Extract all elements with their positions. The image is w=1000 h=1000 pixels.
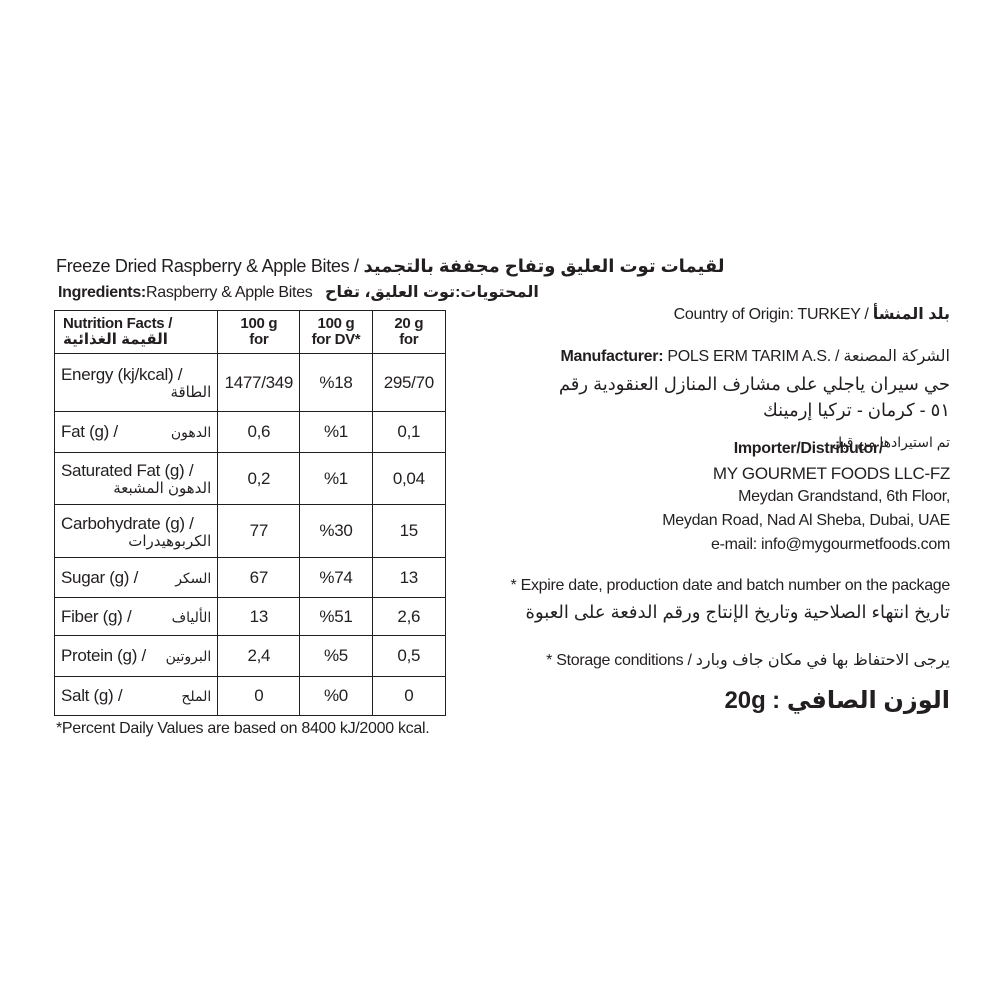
manufacturer: Manufacturer: POLS ERM TARIM A.S. / الشركة المصنعة bbox=[560, 348, 950, 365]
row-label-protein: Protein (g) / البروتين bbox=[55, 636, 218, 677]
distributor-address-line1: Meydan Grandstand, 6th Floor, bbox=[738, 488, 950, 505]
cell-value: %51 bbox=[300, 598, 372, 636]
table-row bbox=[55, 453, 446, 505]
ingredients-label: Ingredients: bbox=[58, 284, 146, 301]
importer-label-en: Importer/Distributor/ bbox=[733, 440, 883, 457]
table-row bbox=[55, 598, 446, 636]
importer-label-ar: تم استيرادها من قبل bbox=[831, 434, 950, 450]
dv-footnote: *Percent Daily Values are based on 8400 kJ/2000 kcal. bbox=[56, 720, 430, 737]
cell-value: 13 bbox=[218, 598, 300, 636]
cell-value: %0 bbox=[300, 677, 372, 716]
row-label-energy: Energy (kj/kcal) / الطاقة bbox=[55, 354, 218, 412]
cell-value: 2,4 bbox=[218, 636, 300, 677]
row-label-fiber: Fiber (g) / الألياف bbox=[55, 598, 218, 636]
distributor-email: e-mail: info@mygourmetfoods.com bbox=[710, 536, 950, 553]
table-row bbox=[55, 412, 446, 453]
cell-value: 0,2 bbox=[218, 453, 300, 505]
table-row bbox=[55, 558, 446, 598]
cell-value: 295/70 bbox=[372, 354, 445, 412]
cell-value: 0,6 bbox=[218, 412, 300, 453]
cell-value: 0,1 bbox=[372, 412, 445, 453]
header-per-100g: 100 g for bbox=[218, 311, 300, 354]
cell-value: 0,04 bbox=[372, 453, 445, 505]
cell-value: 15 bbox=[372, 505, 445, 558]
country-of-origin: Country of Origin: TURKEY / بلد المنشأ bbox=[673, 306, 950, 323]
header-dv: 100 g for DV* bbox=[300, 311, 372, 354]
storage-conditions: * Storage conditions / يرجى الاحتفاظ بها في مكان جاف وبارد bbox=[546, 652, 950, 669]
row-label-carbohydrate: Carbohydrate (g) / الكربوهيدرات bbox=[55, 505, 218, 558]
ingredients-en: Raspberry & Apple Bites bbox=[145, 284, 313, 301]
header-per-20g: 20 g for bbox=[372, 311, 445, 354]
cell-value: %30 bbox=[300, 505, 372, 558]
product-title-en: Freeze Dried Raspberry & Apple Bites / bbox=[56, 256, 359, 276]
ingredients-line bbox=[58, 282, 539, 302]
distributor-address-line2: Meydan Road, Nad Al Sheba, Dubai, UAE bbox=[662, 512, 950, 529]
row-label-fat: Fat (g) / الدهون bbox=[55, 412, 218, 453]
cell-value: %5 bbox=[300, 636, 372, 677]
row-label-saturated-fat: Saturated Fat (g) / الدهون المشبعة bbox=[55, 453, 218, 505]
product-title bbox=[56, 256, 725, 277]
row-label-sugar: Sugar (g) / السكر bbox=[55, 558, 218, 598]
distributor-name: MY GOURMET FOODS LLC-FZ bbox=[712, 464, 950, 483]
net-weight: الوزن الصافي : 20g bbox=[724, 687, 950, 714]
cell-value: %18 bbox=[300, 354, 372, 412]
row-label-salt: Salt (g) / الملح bbox=[55, 677, 218, 716]
product-title-ar: لقيمات توت العليق وتفاح مجففة بالتجميد bbox=[363, 256, 725, 276]
cell-value: 67 bbox=[218, 558, 300, 598]
cell-value: 1477/349 bbox=[218, 354, 300, 412]
table-row bbox=[55, 677, 446, 716]
expire-note-en: * Expire date, production date and batch number on the package bbox=[510, 577, 950, 594]
cell-value: 0 bbox=[218, 677, 300, 716]
cell-value: 77 bbox=[218, 505, 300, 558]
cell-value: 0,5 bbox=[372, 636, 445, 677]
manufacturer-address-ar-line1: حي سيران ياجلي على مشارف المنازل العنقودية رقم bbox=[558, 374, 950, 394]
cell-value: 13 bbox=[372, 558, 445, 598]
manufacturer-address-ar-line2: ٥١ - كرمان - تركيا إرمينك bbox=[763, 400, 950, 420]
table-row bbox=[55, 354, 446, 412]
ingredients-ar: المحتويات:توت العليق، تفاح bbox=[324, 284, 539, 301]
header-nutrition-facts: Nutrition Facts / القيمة الغذائية bbox=[55, 311, 218, 354]
cell-value: 2,6 bbox=[372, 598, 445, 636]
table-row bbox=[55, 636, 446, 677]
table-header-row bbox=[55, 311, 446, 354]
cell-value: %74 bbox=[300, 558, 372, 598]
cell-value: %1 bbox=[300, 412, 372, 453]
table-row bbox=[55, 505, 446, 558]
cell-value: 0 bbox=[372, 677, 445, 716]
nutrition-table bbox=[54, 310, 446, 716]
cell-value: %1 bbox=[300, 453, 372, 505]
expire-note-ar: تاريخ انتهاء الصلاحية وتاريخ الإنتاج ورقم الدفعة على العبوة bbox=[525, 602, 950, 622]
